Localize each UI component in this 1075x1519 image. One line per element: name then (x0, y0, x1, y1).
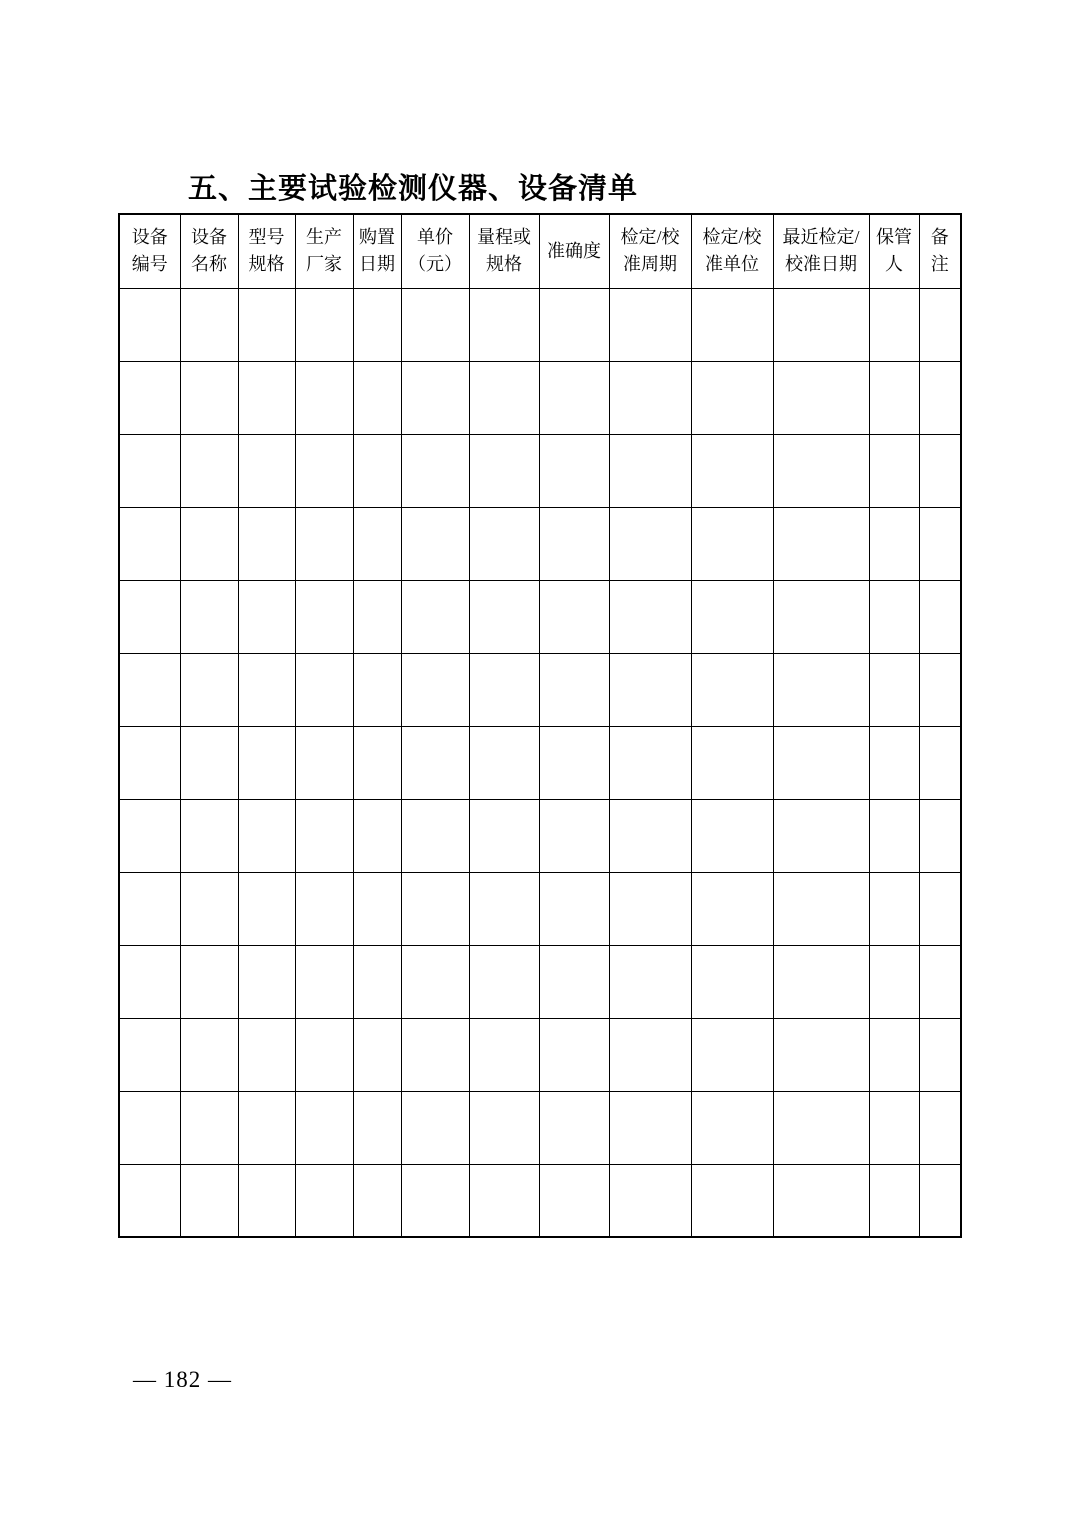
table-cell-unit-price-yuan (401, 288, 469, 361)
table-cell-custodian (869, 945, 919, 1018)
table-cell-unit-price-yuan (401, 1091, 469, 1164)
table-cell-remarks (919, 507, 961, 580)
table-cell-calibration-cycle (609, 1164, 691, 1237)
table-cell-remarks (919, 1091, 961, 1164)
table-row (119, 872, 961, 945)
table-cell-equipment-name (180, 288, 238, 361)
table-cell-accuracy (539, 799, 609, 872)
table-cell-remarks (919, 799, 961, 872)
table-body (119, 288, 961, 1237)
table-cell-purchase-date (353, 361, 401, 434)
col-header-purchase-date (353, 214, 401, 288)
table-cell-model-spec (238, 653, 295, 726)
table-cell-calibration-unit (691, 1091, 773, 1164)
table-cell-last-calibration-date (773, 361, 869, 434)
col-header-label: （元） (408, 254, 462, 275)
col-header-calibration-cycle (609, 214, 691, 288)
table-cell-calibration-unit (691, 580, 773, 653)
table-cell-calibration-cycle (609, 799, 691, 872)
table-cell-calibration-unit (691, 361, 773, 434)
table-cell-equipment-name (180, 945, 238, 1018)
table-cell-equipment-number (119, 507, 180, 580)
table-cell-unit-price-yuan (401, 1018, 469, 1091)
col-header-model-spec (238, 214, 295, 288)
col-header-label: 设备 (191, 227, 227, 248)
table-cell-unit-price-yuan (401, 872, 469, 945)
table-cell-remarks (919, 1018, 961, 1091)
table-cell-calibration-unit (691, 653, 773, 726)
table-cell-remarks (919, 288, 961, 361)
table-cell-purchase-date (353, 434, 401, 507)
table-cell-remarks (919, 945, 961, 1018)
page-number: — 182 — (133, 1367, 232, 1392)
table-cell-calibration-unit (691, 507, 773, 580)
table-cell-calibration-cycle (609, 945, 691, 1018)
table-cell-unit-price-yuan (401, 1164, 469, 1237)
col-header-equipment-name (180, 214, 238, 288)
table-cell-equipment-number (119, 1018, 180, 1091)
table-cell-accuracy (539, 653, 609, 726)
table-cell-equipment-name (180, 1091, 238, 1164)
table-cell-custodian (869, 653, 919, 726)
table-cell-manufacturer (295, 1164, 353, 1237)
table-cell-calibration-cycle (609, 580, 691, 653)
table-cell-model-spec (238, 726, 295, 799)
table-cell-unit-price-yuan (401, 726, 469, 799)
col-header-label: 准确度 (547, 240, 601, 261)
table-cell-equipment-number (119, 434, 180, 507)
table-cell-calibration-unit (691, 872, 773, 945)
table-cell-remarks (919, 1164, 961, 1237)
table-cell-purchase-date (353, 507, 401, 580)
table-cell-model-spec (238, 1164, 295, 1237)
table-cell-accuracy (539, 1164, 609, 1237)
table-cell-range-or-spec (469, 434, 539, 507)
col-header-label: 编号 (131, 254, 168, 275)
table-cell-remarks (919, 434, 961, 507)
table-row (119, 361, 961, 434)
table-cell-manufacturer (295, 434, 353, 507)
table-cell-equipment-number (119, 799, 180, 872)
col-header-unit-price-yuan (401, 214, 469, 288)
table-cell-purchase-date (353, 288, 401, 361)
table-cell-purchase-date (353, 799, 401, 872)
table-cell-remarks (919, 580, 961, 653)
table-cell-range-or-spec (469, 288, 539, 361)
table-cell-custodian (869, 1091, 919, 1164)
table-cell-calibration-unit (691, 799, 773, 872)
table-cell-purchase-date (353, 580, 401, 653)
table-cell-model-spec (238, 507, 295, 580)
table-cell-accuracy (539, 1018, 609, 1091)
table-cell-custodian (869, 507, 919, 580)
table-row (119, 434, 961, 507)
col-header-label: 备 (930, 227, 949, 248)
table-row (119, 726, 961, 799)
table-cell-calibration-unit (691, 434, 773, 507)
table-cell-accuracy (539, 1091, 609, 1164)
table-cell-unit-price-yuan (401, 434, 469, 507)
table-cell-equipment-number (119, 288, 180, 361)
table-cell-accuracy (539, 945, 609, 1018)
table-cell-model-spec (238, 434, 295, 507)
table-cell-calibration-cycle (609, 288, 691, 361)
table-cell-calibration-cycle (609, 1091, 691, 1164)
table-cell-model-spec (238, 872, 295, 945)
table-cell-equipment-number (119, 1091, 180, 1164)
table-cell-equipment-name (180, 872, 238, 945)
col-header-label: 生产 (306, 227, 342, 248)
table-cell-calibration-unit (691, 1018, 773, 1091)
table-cell-calibration-cycle (609, 653, 691, 726)
table-cell-equipment-number (119, 945, 180, 1018)
table-cell-last-calibration-date (773, 507, 869, 580)
table-row (119, 1091, 961, 1164)
table-cell-model-spec (238, 361, 295, 434)
table-cell-accuracy (539, 507, 609, 580)
table-cell-custodian (869, 872, 919, 945)
table-cell-purchase-date (353, 1164, 401, 1237)
col-header-accuracy (539, 214, 609, 288)
table-cell-custodian (869, 288, 919, 361)
table-cell-equipment-name (180, 1018, 238, 1091)
col-header-label: 单价 (417, 227, 453, 248)
col-header-label: 名称 (191, 254, 227, 275)
table-cell-equipment-number (119, 361, 180, 434)
table-cell-range-or-spec (469, 507, 539, 580)
table-cell-manufacturer (295, 361, 353, 434)
table-cell-remarks (919, 726, 961, 799)
table-row (119, 1018, 961, 1091)
table-cell-last-calibration-date (773, 945, 869, 1018)
table-cell-range-or-spec (469, 580, 539, 653)
table-cell-equipment-name (180, 580, 238, 653)
table-cell-equipment-number (119, 653, 180, 726)
col-header-remarks (919, 214, 961, 288)
col-header-equipment-number (119, 214, 180, 288)
table-row (119, 288, 961, 361)
table-row (119, 1164, 961, 1237)
table-cell-calibration-unit (691, 726, 773, 799)
table-cell-model-spec (238, 945, 295, 1018)
col-header-label: 注 (930, 254, 949, 275)
col-header-label: 检定/校 (702, 227, 762, 248)
col-header-calibration-unit (691, 214, 773, 288)
col-header-last-calibration-date (773, 214, 869, 288)
table-cell-accuracy (539, 726, 609, 799)
table-cell-equipment-number (119, 580, 180, 653)
table-cell-custodian (869, 580, 919, 653)
col-header-label: 日期 (359, 254, 395, 275)
table-cell-calibration-cycle (609, 872, 691, 945)
table-cell-last-calibration-date (773, 1091, 869, 1164)
col-header-range-or-spec (469, 214, 539, 288)
table-cell-equipment-number (119, 872, 180, 945)
table-cell-remarks (919, 361, 961, 434)
table-cell-equipment-name (180, 799, 238, 872)
table-cell-last-calibration-date (773, 726, 869, 799)
table-cell-unit-price-yuan (401, 799, 469, 872)
table-cell-unit-price-yuan (401, 653, 469, 726)
table-row (119, 945, 961, 1018)
table-cell-manufacturer (295, 653, 353, 726)
table-cell-range-or-spec (469, 726, 539, 799)
table-cell-last-calibration-date (773, 799, 869, 872)
table-cell-unit-price-yuan (401, 580, 469, 653)
table-cell-last-calibration-date (773, 1164, 869, 1237)
col-header-label: 购置 (359, 227, 395, 248)
col-header-label: 最近检定/ (782, 227, 860, 248)
table-cell-last-calibration-date (773, 1018, 869, 1091)
table-cell-manufacturer (295, 872, 353, 945)
table-cell-remarks (919, 653, 961, 726)
table-cell-custodian (869, 361, 919, 434)
table-cell-accuracy (539, 580, 609, 653)
table-cell-manufacturer (295, 288, 353, 361)
col-header-label: 保管 (876, 227, 912, 248)
table-cell-accuracy (539, 434, 609, 507)
col-header-label: 厂家 (306, 254, 342, 275)
table-cell-last-calibration-date (773, 288, 869, 361)
table-cell-calibration-unit (691, 288, 773, 361)
col-header-label: 人 (885, 254, 903, 275)
table-cell-calibration-cycle (609, 1018, 691, 1091)
table-cell-equipment-name (180, 361, 238, 434)
table-cell-purchase-date (353, 1018, 401, 1091)
table-cell-calibration-unit (691, 1164, 773, 1237)
table-cell-manufacturer (295, 507, 353, 580)
table-cell-manufacturer (295, 945, 353, 1018)
table-cell-range-or-spec (469, 945, 539, 1018)
col-header-label: 校准日期 (785, 254, 857, 275)
table-cell-range-or-spec (469, 1018, 539, 1091)
col-header-label: 准单位 (705, 254, 759, 275)
table-cell-last-calibration-date (773, 580, 869, 653)
col-header-label: 规格 (248, 254, 285, 275)
table-cell-accuracy (539, 361, 609, 434)
col-header-manufacturer (295, 214, 353, 288)
table-cell-range-or-spec (469, 1091, 539, 1164)
table-cell-purchase-date (353, 1091, 401, 1164)
table-cell-last-calibration-date (773, 434, 869, 507)
table-cell-range-or-spec (469, 872, 539, 945)
table-cell-manufacturer (295, 580, 353, 653)
table-cell-equipment-name (180, 653, 238, 726)
table-cell-range-or-spec (469, 653, 539, 726)
table-cell-model-spec (238, 1091, 295, 1164)
table-header-row (119, 214, 961, 288)
col-header-label: 型号 (248, 227, 285, 248)
page-title: 五、主要试验检测仪器、设备清单 (188, 173, 639, 205)
table-row (119, 580, 961, 653)
equipment-table (118, 213, 962, 1238)
table-cell-last-calibration-date (773, 653, 869, 726)
table-row (119, 799, 961, 872)
table-cell-custodian (869, 1164, 919, 1237)
table-row (119, 507, 961, 580)
table-cell-manufacturer (295, 799, 353, 872)
table-cell-accuracy (539, 288, 609, 361)
table-cell-unit-price-yuan (401, 507, 469, 580)
table-cell-equipment-number (119, 1164, 180, 1237)
table-cell-purchase-date (353, 872, 401, 945)
table-cell-equipment-name (180, 1164, 238, 1237)
table-cell-calibration-unit (691, 945, 773, 1018)
table-cell-model-spec (238, 288, 295, 361)
table-cell-manufacturer (295, 726, 353, 799)
table-cell-calibration-cycle (609, 361, 691, 434)
col-header-label: 准周期 (623, 254, 677, 275)
table-cell-equipment-name (180, 434, 238, 507)
col-header-label: 检定/校 (620, 227, 680, 248)
table-cell-unit-price-yuan (401, 361, 469, 434)
col-header-custodian (869, 214, 919, 288)
table-cell-model-spec (238, 1018, 295, 1091)
table-cell-purchase-date (353, 726, 401, 799)
table-cell-remarks (919, 872, 961, 945)
table-cell-manufacturer (295, 1091, 353, 1164)
table-cell-custodian (869, 726, 919, 799)
table-cell-model-spec (238, 799, 295, 872)
table-cell-custodian (869, 434, 919, 507)
table-cell-model-spec (238, 580, 295, 653)
table-cell-range-or-spec (469, 799, 539, 872)
table-cell-purchase-date (353, 945, 401, 1018)
table-cell-calibration-cycle (609, 434, 691, 507)
col-header-label: 设备 (131, 227, 168, 248)
table-cell-equipment-number (119, 726, 180, 799)
table-cell-custodian (869, 799, 919, 872)
col-header-label: 规格 (486, 254, 522, 275)
table-cell-accuracy (539, 872, 609, 945)
table-cell-calibration-cycle (609, 726, 691, 799)
table-cell-manufacturer (295, 1018, 353, 1091)
table-row (119, 653, 961, 726)
table-cell-last-calibration-date (773, 872, 869, 945)
table-cell-range-or-spec (469, 361, 539, 434)
table-cell-equipment-name (180, 507, 238, 580)
table-cell-custodian (869, 1018, 919, 1091)
table-cell-purchase-date (353, 653, 401, 726)
col-header-label: 量程或 (477, 227, 531, 248)
table-cell-unit-price-yuan (401, 945, 469, 1018)
table-cell-equipment-name (180, 726, 238, 799)
table-cell-range-or-spec (469, 1164, 539, 1237)
table-cell-calibration-cycle (609, 507, 691, 580)
